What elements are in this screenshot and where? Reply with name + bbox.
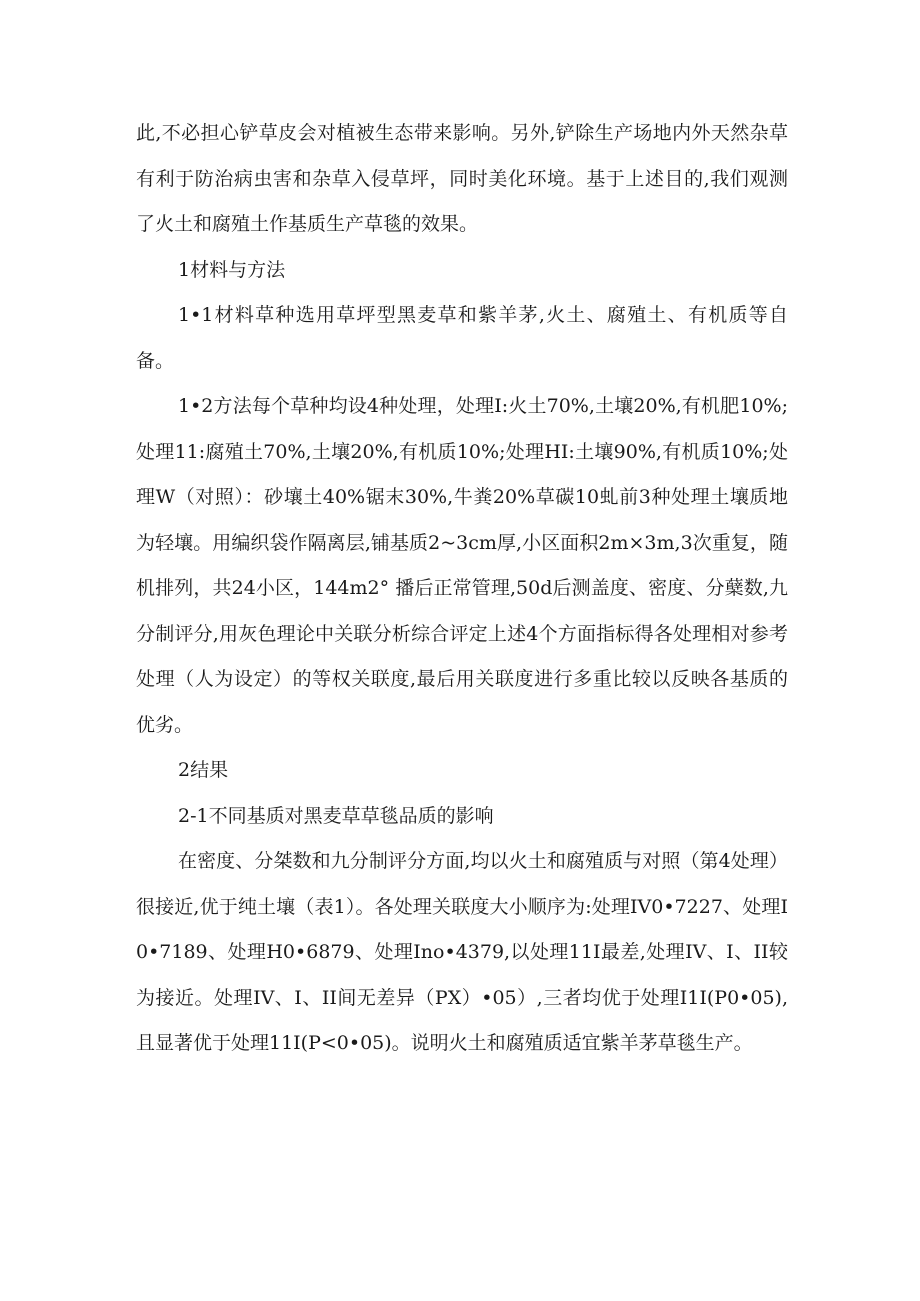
paragraph-methods: 1•2方法每个草种均设4种处理，处理I:火土70%,土壤20%,有机肥10%;处理11:腐殖土70%,土壤20%,有机质10%;处理HI:土壤90%,有机质10%;处理W（对照）：砂壤土40%锯末30%,牛粪20%草碳10虬前3种处理土壤质地为轻壤。用编织袋作隔离层,铺基质2~3cm厚,小区面积2m×3m,3次重复，随机排列，共24小区，144m2° 播后正常管理,50d后测盖度、密度、分蘖数,九分制评分,用灰色理论中关联分析综合评定上述4个方面指标得各处理相对参考处理（人为设定）的等权关联度,最后用关联度进行多重比较以反映各基质的优劣。 — [136, 395, 788, 736]
subsection-heading-ryegrass-quality: 2-1不同基质对黑麦草草毯品质的影响 — [178, 804, 494, 827]
paragraph-results-analysis: 在密度、分桀数和九分制评分方面,均以火土和腐殖质与对照（第4处理）很接近,优于纯土壤（表1）。各处理关联度大小顺序为:处理IV0•7227、处理I0•7189、处理H0•6879、处理Ino•4379,以处理11I最差,处理IV、I、II较为接近。处理IV、I、II间无差异（PX）•05）,三者均优于处理I1I(P0•05),且显著优于处理11I(P<0•05)。说明火土和腐殖质适宜紫羊茅草毯生产。 — [136, 850, 788, 1054]
section-heading-results: 2结果 — [178, 759, 229, 781]
section-heading-materials-methods: 1材料与方法 — [178, 258, 286, 281]
paragraph-intro-continuation: 此,不必担心铲草皮会对植被生态带来影响。另外,铲除生产场地内外天然杂草有利于防治病虫害和杂草入侵草坪，同时美化环境。基于上述目的,我们观测了火土和腐殖土作基质生产草毯的效果。 — [136, 122, 788, 235]
paragraph-materials: 1•1材料草种选用草坪型黑麦草和紫羊茅,火土、腐殖土、有机质等自备。 — [136, 304, 788, 372]
document-body — [136, 111, 788, 1067]
